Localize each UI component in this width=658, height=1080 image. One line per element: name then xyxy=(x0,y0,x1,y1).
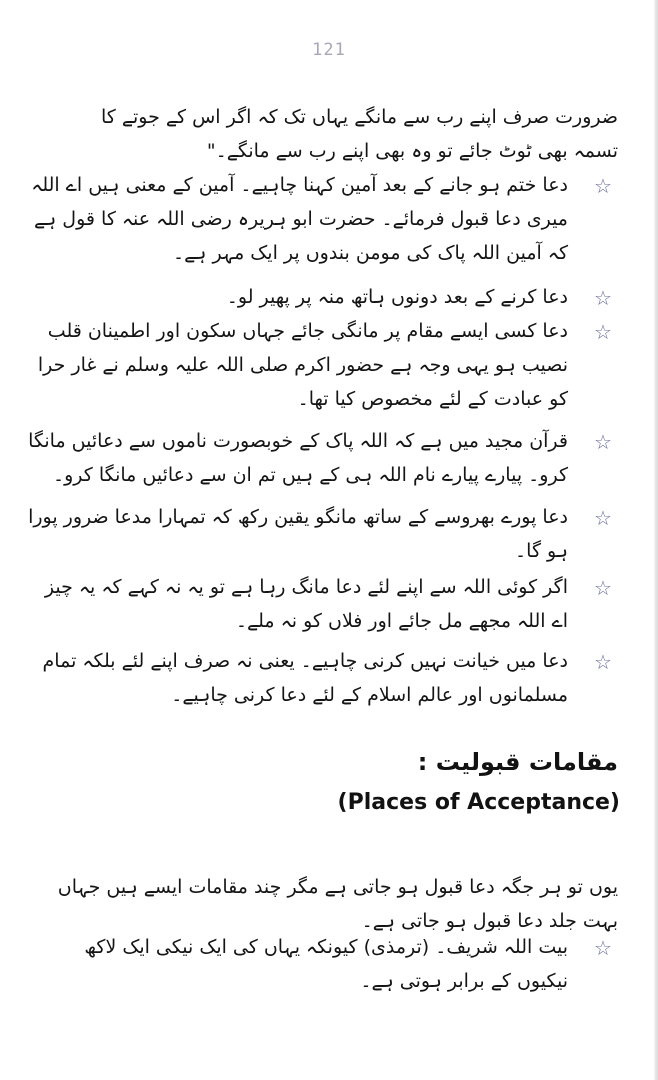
list-item xyxy=(26,320,626,410)
star-bullet-icon: ☆ xyxy=(594,576,612,600)
list-item xyxy=(26,174,626,264)
star-bullet-icon: ☆ xyxy=(594,320,612,344)
list-item-text: دعا کسی ایسے مقام پر مانگی جائے جہاں سکون اور اطمینان قلب نصیب ہو یہی وجہ ہے حضور اکرم صلی اللہ علیہ وسلم نے غار حرا کو عبادت کے لئے مخصوص کیا تھا۔ xyxy=(37,320,568,410)
page-edge xyxy=(654,0,658,1080)
list-item-text: دعا ختم ہو جانے کے بعد آمین کہنا چاہیے۔ آمین کے معنی ہیں اے اللہ میری دعا قبول فرمائے۔ حضرت ابو ہریرہ رضی اللہ عنہ کا قول ہے کہ آمین اللہ پاک کی مومن بندوں پر ایک مہر ہے۔ xyxy=(31,174,568,264)
list-item-text: قرآن مجید میں ہے کہ اللہ پاک کے خوبصورت ناموں سے دعائیں مانگا کرو۔ پیارے پیارے نام اللہ ہی کے ہیں تم ان سے دعائیں مانگا کرو۔ xyxy=(28,430,568,486)
section-heading-urdu: مقامات قبولیت : xyxy=(417,748,618,776)
list-item-text: بیت اللہ شریف۔ (ترمذی) کیونکہ یہاں کی ایک نیکی ایک لاکھ نیکیوں کے برابر ہوتی ہے۔ xyxy=(84,936,568,992)
star-bullet-icon: ☆ xyxy=(594,430,612,454)
list-item xyxy=(26,286,626,310)
section-heading-english: (Places of Acceptance) xyxy=(337,790,620,815)
list-item-text: دعا کرنے کے بعد دونوں ہاتھ منہ پر پھیر لو۔ xyxy=(226,286,568,308)
intro-line: ضرورت صرف اپنے رب سے مانگے یہاں تک کہ اگر اس کے جوتے کا xyxy=(100,106,618,128)
list-item xyxy=(26,936,626,992)
list-item xyxy=(26,576,626,632)
star-bullet-icon: ☆ xyxy=(594,506,612,530)
star-bullet-icon: ☆ xyxy=(594,650,612,674)
list-item-text: اگر کوئی اللہ سے اپنے لئے دعا مانگ رہا ہے تو یہ نہ کہے کہ یہ چیز اے اللہ مجھے مل جائے اور فلاں کو نہ ملے۔ xyxy=(44,576,568,632)
section-intro: یوں تو ہر جگہ دعا قبول ہو جاتی ہے مگر چند مقامات ایسے ہیں جہاں بہت جلد دعا قبول ہو جاتی ہے۔ xyxy=(57,876,618,932)
list-item xyxy=(26,650,626,706)
page-number: 121 xyxy=(312,40,346,60)
star-bullet-icon: ☆ xyxy=(594,286,612,310)
intro-paragraph xyxy=(48,100,618,168)
list-item xyxy=(26,506,626,562)
list-item xyxy=(26,430,626,486)
list-item-text: دعا پورے بھروسے کے ساتھ مانگو یقین رکھ کہ تمہارا مدعا ضرور پورا ہو گا۔ xyxy=(28,506,568,562)
intro-line: تسمہ بھی ٹوٹ جائے تو وہ بھی اپنے رب سے مانگے۔" xyxy=(206,140,618,162)
list-item-text: دعا میں خیانت نہیں کرنی چاہیے۔ یعنی نہ صرف اپنے لئے بلکہ تمام مسلمانوں اور عالم اسلام کے لئے دعا کرنی چاہیے۔ xyxy=(42,650,568,706)
star-bullet-icon: ☆ xyxy=(594,174,612,198)
star-bullet-icon: ☆ xyxy=(594,936,612,960)
